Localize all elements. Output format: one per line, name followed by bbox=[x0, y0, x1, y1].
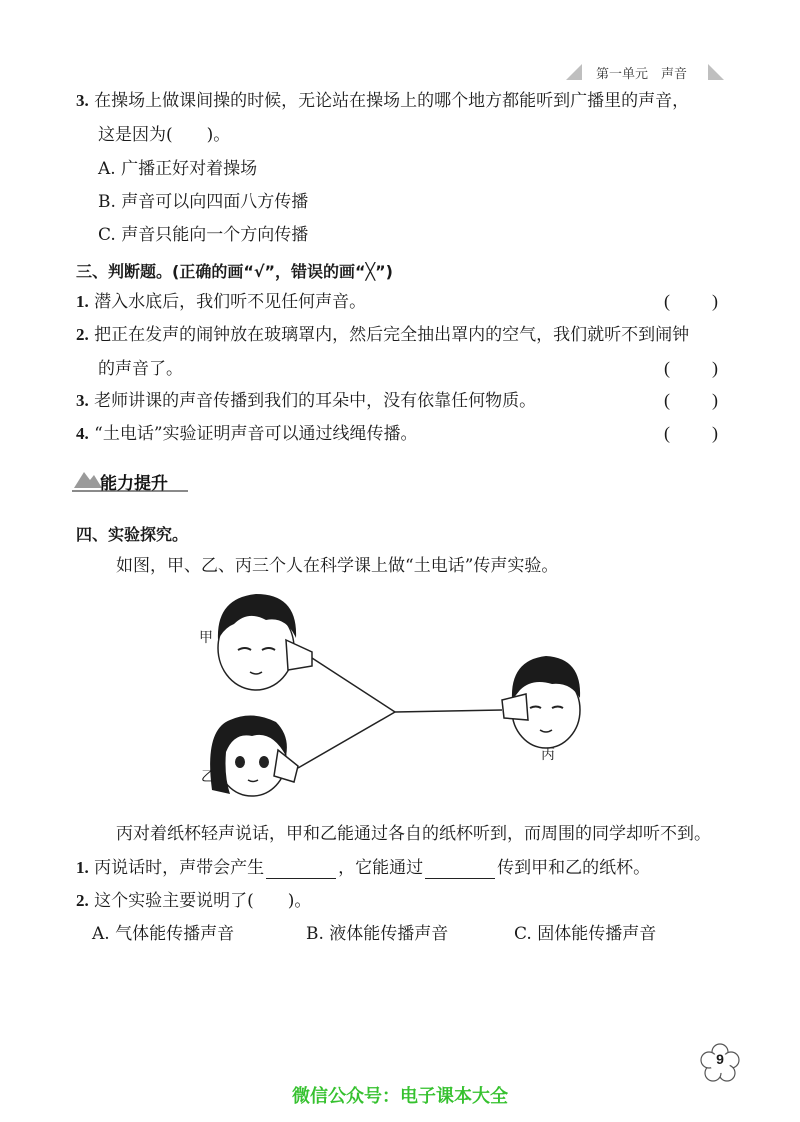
triangle-right-icon bbox=[708, 64, 724, 80]
experiment-q1: 1. 丙说话时，声带会产生 ，它能通过 传到甲和乙的纸杯。 bbox=[76, 858, 651, 878]
blank-1[interactable] bbox=[266, 860, 336, 879]
page-number-badge bbox=[700, 1043, 740, 1083]
string-telephone-illustration bbox=[190, 580, 610, 820]
person-yi bbox=[210, 715, 298, 796]
experiment-intro: 如图，甲、乙、丙三个人在科学课上做“土电话”传声实验。 bbox=[116, 556, 559, 576]
q2-option-c: C. 固体能传播声音 bbox=[514, 924, 657, 944]
label-bing: 丙 bbox=[541, 747, 555, 763]
experiment-title: 四、实验探究。 bbox=[76, 525, 189, 544]
section-title: 能力提升 bbox=[100, 474, 168, 494]
judge-answer-4[interactable]: ( ) bbox=[664, 423, 720, 443]
person-jia bbox=[218, 594, 312, 690]
judge-item-1: 1. 潜入水底后，我们听不见任何声音。 bbox=[76, 292, 367, 312]
blank-2[interactable] bbox=[425, 860, 495, 879]
q3-option-c: C. 声音只能向一个方向传播 bbox=[98, 225, 309, 245]
label-jia: 甲 bbox=[199, 630, 213, 646]
q2-option-a: A. 气体能传播声音 bbox=[92, 924, 235, 944]
triangle-left-icon bbox=[566, 64, 582, 80]
judge-item-4: 4. “土电话”实验证明声音可以通过线绳传播。 bbox=[76, 424, 418, 444]
judge-answer-2[interactable]: ( ) bbox=[664, 358, 720, 378]
watermark-text: 微信公众号：电子课本大全 bbox=[292, 1086, 508, 1107]
judge-item-3: 3. 老师讲课的声音传播到我们的耳朵中，没有依靠任何物质。 bbox=[76, 391, 537, 411]
q2-option-b: B. 液体能传播声音 bbox=[306, 924, 449, 944]
cup-bing bbox=[502, 694, 528, 720]
label-yi: 乙 bbox=[201, 769, 215, 785]
q3-line1: 3. 在操场上做课间操的时候，无论站在操场上的哪个地方都能听到广播里的声音， bbox=[76, 91, 690, 111]
section-banner bbox=[72, 466, 188, 494]
q3-option-a: A. 广播正好对着操场 bbox=[98, 159, 258, 179]
experiment-desc: 丙对着纸杯轻声说话，甲和乙能通过各自的纸杯听到，而周围的同学却听不到。 bbox=[116, 824, 711, 844]
page-header bbox=[566, 62, 724, 82]
page-number: 9 bbox=[716, 1051, 724, 1067]
person-bing bbox=[502, 656, 580, 748]
judge-item-2: 2. 把正在发声的闹钟放在玻璃罩内，然后完全抽出罩内的空气，我们就听不到闹钟 bbox=[76, 325, 690, 345]
q3-option-b: B. 声音可以向四面八方传播 bbox=[98, 192, 309, 212]
string-yi bbox=[298, 712, 395, 768]
judge-title: 三、判断题。(正确的画“√”，错误的画“╳”) bbox=[76, 262, 393, 281]
string-bing bbox=[395, 710, 502, 712]
judge-answer-1[interactable]: ( ) bbox=[664, 291, 720, 311]
judge-item-2-cont: 的声音了。 bbox=[98, 359, 183, 379]
judge-answer-3[interactable]: ( ) bbox=[664, 390, 720, 410]
string-jia bbox=[312, 658, 395, 712]
q3-line2: 这是因为( )。 bbox=[98, 125, 231, 145]
cup-jia bbox=[286, 640, 312, 670]
experiment-q2: 2. 这个实验主要说明了( )。 bbox=[76, 891, 312, 911]
header-breadcrumb: 第一单元 声音 bbox=[596, 67, 688, 82]
